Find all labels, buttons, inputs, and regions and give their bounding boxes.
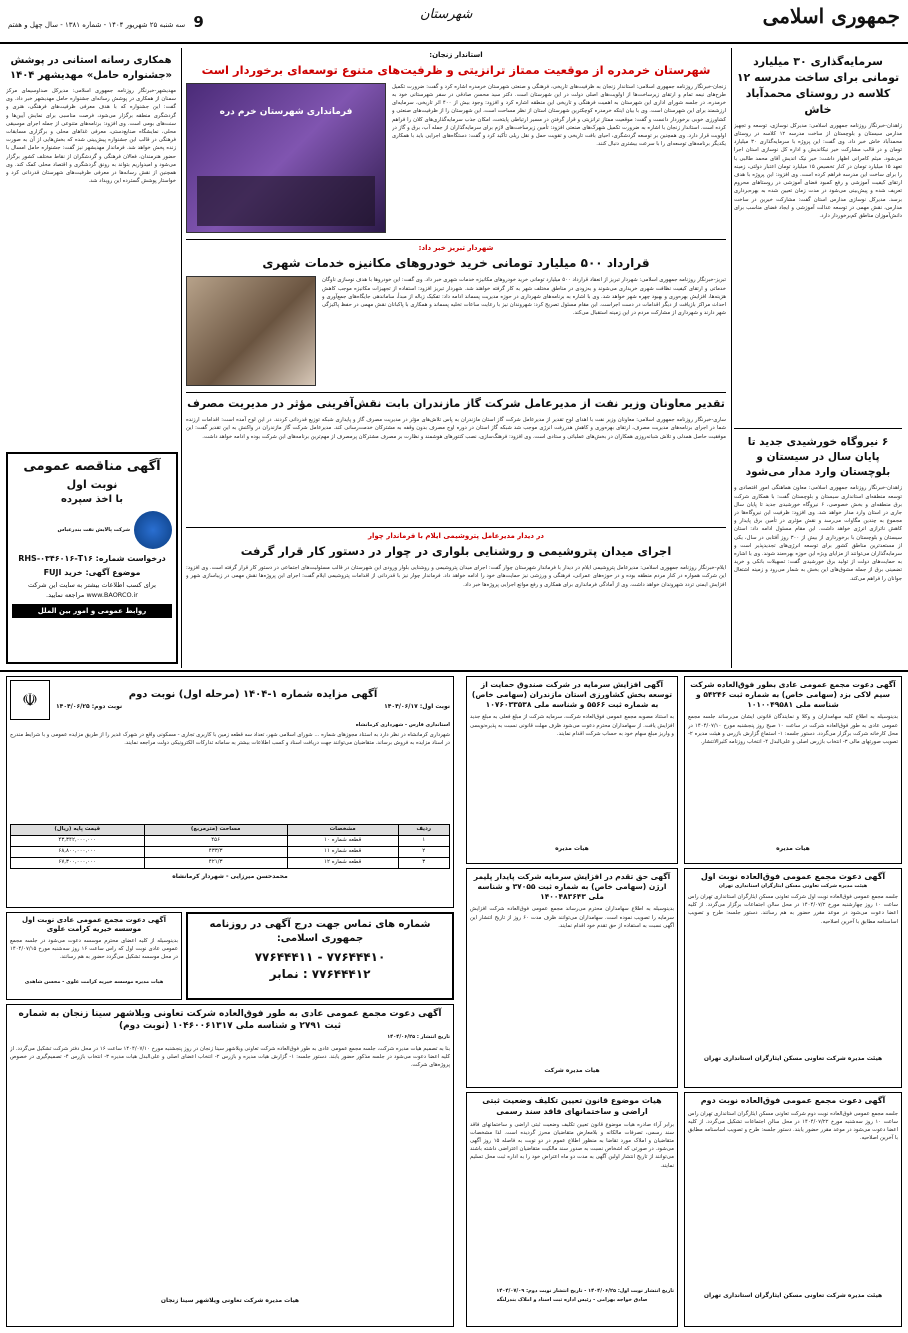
auction-table <box>10 824 450 869</box>
table-row <box>11 847 450 858</box>
story-body: ساری-خبرنگار روزنامه جمهوری اسلامی: معاونان وزیر نفت با اهدای لوح تقدیر از مدیرعامل شرکت گاز استان مازندران به پاس تلاش‌های مؤثر در مدیریت مصرف گاز و پایداری شبکه توزیع قدردانی کردند. در این لوح آمده است: اقدامات ارزنده شما در اجرای برنامه‌های مدیریت مصرف، ارتقای بهره‌وری و کاهش هدررفت انرژی موجب شد شبکه گاز استان در دوره اوج مصرف بدون وقفه به مشترکان خدمت‌رسانی کند. مدیرعامل شرکت گاز مازندران در واکنش به این تقدیر گفت: این موفقیت حاصل همدلی و تلاش شبانه‌روزی همکاران در بخش‌های عملیاتی و ستادی است. وی افزود: فرهنگ‌سازی، نصب کنتورهای هوشمند و نظارت بر مصرف مشترکان پرمصرف از مهم‌ترین برنامه‌های این شرکت بوده و ادامه خواهد داشت. <box>186 417 726 440</box>
table-cell: ۲ <box>398 847 450 858</box>
ad-title: آگهی مزایده شماره ۱-۱۴۰۴ (مرحله اول) نوبت دوم <box>128 688 378 700</box>
ad-housing-first <box>684 868 902 1088</box>
page-header <box>0 0 908 44</box>
table-cell: ۴۲۱/۳ <box>144 858 287 869</box>
ad-title: آگهی دعوت مجمع عمومی فوق‌العاده نوبت اول <box>700 872 886 881</box>
table-cell: قطعه شماره ۱۰ <box>287 836 398 847</box>
ad-contact <box>186 912 454 1000</box>
ad-footer: روابط عمومی و امور بین الملل <box>12 604 172 618</box>
story-body: زاهدان-خبرنگار روزنامه جمهوری اسلامی: معاون هماهنگی امور اقتصادی و توسعه منطقه‌ای استانداری سیستان و بلوچستان گفت: با همکاری شرکت برق منطقه‌ای و بخش خصوصی، ۶ نیروگاه خورشیدی جدید تا پایان سال جاری در استان وارد مدار خواهد شد. وی افزود: ظرفیت این نیروگاه‌ها در مجموع به چندین مگاوات می‌رسد و نقش مؤثری در تأمین برق پایدار و کاهش ناترازی انرژی خواهد داشت. این مقام مسئول ادامه داد: استان سیستان و بلوچستان با برخورداری از بیش از ۳۰۰ روز آفتابی در سال، یکی از مستعدترین مناطق کشور برای توسعه انرژی‌های تجدیدپذیر است و سرمایه‌گذاران می‌توانند از مزایای ویژه این حوزه بهره‌مند شوند. وی با اشاره به حمایت‌های دولت از تولید برق خورشیدی گفت: تسهیلات بانکی و خرید تضمینی برق از جمله مشوق‌های این بخش به شمار می‌رود و زمینه اشتغال جوانان را فراهم می‌کند. <box>734 485 902 582</box>
request-label: درخواست شماره: <box>95 554 166 564</box>
ad-body: بدینوسیله از کلیه اعضای محترم موسسه دعوت می‌شود در جلسه مجمع عمومی عادی نوبت اول که راس ساعت ۱۶ روز سه‌شنبه مورخ ۱۴۰۴/۰۷/۱۵ در محل موسسه تشکیل می‌گردد حضور به هم رسانند. <box>10 937 178 961</box>
ad-land-registry <box>466 1092 678 1327</box>
header-left <box>8 12 204 34</box>
story-headline: همکاری رسانه استانی در پوشش «جشنواره حامل» مهدیشهر ۱۴۰۴ <box>9 55 172 81</box>
table-header: مشخصات <box>287 825 398 836</box>
emblem-icon: ☫ <box>10 680 50 720</box>
table-cell: ۶۷,۳۰۰,۰۰۰,۰۰۰ <box>11 858 145 869</box>
news-photo <box>186 276 316 386</box>
ad-signature: هیات مدیره شرکت تعاونی ویلاشهر سینا زنجان <box>160 1296 300 1304</box>
ad-org: استانداری فارس - شهرداری کرمانشاه <box>355 722 450 728</box>
table-row <box>11 858 450 869</box>
table-cell: ۳ <box>398 858 450 869</box>
kicker: استاندار زنجان: <box>429 51 483 59</box>
news-photo <box>186 83 386 233</box>
divider <box>186 239 726 240</box>
kicker: شهردار تبریز خبر داد: <box>418 243 494 252</box>
ad-title: آگهی دعوت مجمع عمومی فوق‌العاده نوبت دوم <box>700 1096 886 1105</box>
request-number: RHS-۰۳۴۶۰۱۶-T۱۶ <box>18 554 93 564</box>
contact-fax: ۷۷۶۴۴۴۱۲ : نمابر <box>269 967 371 982</box>
contact-phones: ۷۷۶۴۴۴۱۰ - ۷۷۶۴۴۴۱۱ <box>254 950 386 964</box>
table-header: مساحت (مترمربع) <box>144 825 287 836</box>
ad-body: شهرداری کرمانشاه در نظر دارد به استناد مجوزهای شماره ... شورای اسلامی شهر، تعداد سه قطعه زمین با کاربری تجاری - مسکونی واقع در شهرک غدیر را از طریق مزایده عمومی و با شرایط مندرج در اسناد مزایده به فروش برساند. متقاضیان می‌توانند جهت دریافت اسناد و کسب اطلاعات بیشتر به سامانه تدارکات الکترونیکی دولت مراجعه نمایند. <box>10 732 450 747</box>
ad-body: به استناد مصوبه مجمع عمومی فوق‌العاده شرکت، سرمایه شرکت از مبلغ فعلی به مبلغ جدید افزایش یافت. از سهامداران محترم دعوت می‌شود ظرف مهلت قانونی نسبت به پذیره‌نویسی و واریز مبلغ سهام خود به حساب شرکت اقدام نمایند. <box>470 714 674 737</box>
table-cell: قطعه شماره ۱۱ <box>287 847 398 858</box>
main-headline: شهرستان خرمدره از موقعیت ممتاز ترانزیتی و ظرفیت‌های متنوع توسعه‌ای برخوردار است <box>201 63 711 78</box>
right-column <box>734 54 902 666</box>
ad-signature: هیات مدیره <box>776 845 810 853</box>
ad-housing-second <box>684 1092 902 1327</box>
table-header: قیمت پایه (ریال) <box>11 825 145 836</box>
main-headline: تقدیر معاونان وزیر نفت از مدیرعامل شرکت گاز مازندران بابت نقش‌آفرینی مؤثر در مدیریت مصرف <box>187 397 725 411</box>
company-logo-icon <box>134 511 172 549</box>
table-cell: قطعه شماره ۱۲ <box>287 858 398 869</box>
ad-title: شماره های تماس جهت درج آگهی در روزنامه جمهوری اسلامی: <box>209 919 431 944</box>
ad-signature: هیات مدیره موسسه خیریه کرامت علوی - محسن شاهدی <box>24 978 164 985</box>
ad-date: تاریخ انتشار : ۱۴۰۴/۰۶/۲۵ <box>387 1034 450 1041</box>
section-name: شهرستان <box>420 7 473 22</box>
photo-people <box>197 176 375 226</box>
ad-signature: هیات مدیره <box>555 845 589 853</box>
date-second: نوبت دوم: ۱۴۰۴/۰۶/۲۵ <box>56 703 123 711</box>
subject-label: موضوع آگهی: <box>85 567 141 577</box>
story-body: مهدیشهر-خبرنگار روزنامه جمهوری اسلامی: مدیرکل صداوسیمای مرکز سمنان از همکاری در پوشش رسانه‌ای جشنواره حامل مهدیشهر خبر داد. وی گفت: این جشنواره که با هدف معرفی ظرفیت‌های فرهنگی، هنری و گردشگری منطقه برگزار می‌شود، فرصت مناسبی برای نمایش آیین‌ها و سنت‌های بومی است. وی افزود: برنامه‌های متنوعی از جمله اجرای موسیقی محلی، نمایشگاه صنایع‌دستی، معرفی غذاهای محلی و برگزاری مسابقات فرهنگی در قالب این جشنواره پیش‌بینی شده که بخش‌هایی از آن به صورت زنده پخش خواهد شد. فرماندار مهدیشهر نیز گفت: جشنواره حامل امسال با حضور هنرمندان، فعالان فرهنگی و گردشگران از نقاط مختلف کشور برگزار می‌شود و امیدواریم بتواند به رونق گردشگری و اقتصاد محلی کمک کند. وی همچنین از نقش رسانه‌ها در معرفی ظرفیت‌های شهرستان قدردانی کرد و خواستار پوشش گسترده این رویداد شد. <box>6 88 176 185</box>
story-body: ایلام-خبرنگار روزنامه جمهوری اسلامی: مدیرعامل پتروشیمی ایلام در دیدار با فرماندار شهرستان چوار گفت: اجرای میدان پتروشیمی و روشنایی بلوار ورودی این شهرستان در قالب مسئولیت‌های اجتماعی در دستور کار قرار گرفته است. وی افزود: این شرکت همواره در کنار مردم منطقه بوده و در حوزه‌های عمرانی، فرهنگی و ورزشی نیز حمایت‌های خود را ادامه خواهد داد. فرماندار چوار نیز با قدردانی از اقدامات پتروشیمی ایلام گفت: اجرای این پروژه‌ها نقش مهمی در زیباسازی شهر و افزایش ایمنی تردد شهروندان خواهد داشت. وی از آمادگی فرمانداری برای همکاری و رفع موانع اجرایی پروژه‌ها خبر داد. <box>186 565 726 588</box>
ad-subtitle: با اخذ سپرده <box>60 493 124 505</box>
photo-caption: فرمانداری شهرستان خرم دره <box>219 106 353 117</box>
ad-body: بنا به تصمیم هیات مدیره شرکت، جلسه مجمع عمومی عادی به طور فوق‌العاده شرکت تعاونی ویلاشهر سینا زنجان در روز پنجشنبه مورخ ۱۴۰۴/۰۷/۱۰ ساعت ۱۶ در محل دفتر شرکت تشکیل می‌گردد. از کلیه اعضا دعوت می‌شود در جلسه مذکور حضور یابند. دستور جلسه: ۱- گزارش هیات مدیره و بازرس ۲- انتخاب اعضای اصلی و علی‌البدل هیات مدیره ۳- انتخاب بازرس ۴- تصمیم‌گیری در خصوص پروژه‌های شرکت. <box>10 1045 450 1068</box>
ad-title: آگهی افزایش سرمایه در شرکت صندوق حمایت از توسعه بخش کشاورزی استان مازندران (سهامی خاص) به شماره ثبت ۵۵۶۶ و شناسه ملی ۱۰۷۶۰۳۳۵۳۸ <box>471 680 673 710</box>
ad-round: نوبت اول <box>66 477 118 491</box>
ad-capital-increase <box>466 676 678 864</box>
ad-tender <box>6 452 178 664</box>
ad-title: آگهی حق تقدم در افزایش سرمایه شرکت پایدار پلیمر ارژن (سهامی خاص) به شماره ثبت ۳۷۰۵۵ و شناسه ملی ۱۴۰۰۴۸۳۶۴۳ <box>473 872 671 902</box>
story-headline: ۶ نیروگاه خورشیدی جدید تا پایان سال در سیستان و بلوچستان وارد مدار می‌شود <box>745 435 891 479</box>
kicker: در دیدار مدیرعامل پتروشیمی ایلام با فرماندار چوار <box>367 532 545 541</box>
ad-auction <box>6 676 454 908</box>
ad-body: برابر آراء صادره هیات موضوع قانون تعیین تکلیف وضعیت ثبتی اراضی و ساختمانهای فاقد سند رسمی، تصرفات مالکانه و بلامعارض متقاضیان محرز گردیده است. لذا مشخصات متقاضیان و املاک مورد تقاضا به منظور اطلاع عموم در دو نوبت به فاصله ۱۵ روز آگهی می‌شود. در صورتی که اشخاص نسبت به صدور سند مالکیت متقاضیان اعتراضی داشته باشند می‌توانند از تاریخ انتشار اولین آگهی به مدت دو ماه اعتراض خود را به اداره ثبت محل تسلیم نمایند. <box>470 1121 674 1169</box>
ad-charity <box>6 912 182 1000</box>
page-number: 9 <box>193 13 204 31</box>
ad-title: هیات موضوع قانون تعیین تکلیف وضعیت ثبتی اراضی و ساختمانهای فاقد سند رسمی <box>482 1096 662 1116</box>
ad-assembly-yazd <box>684 676 902 864</box>
ad-title: آگهی دعوت مجمع عمومی عادی نوبت اول موسسه خیریه کرامت علوی <box>21 916 167 934</box>
ad-body: جلسه مجمع عمومی فوق‌العاده نوبت دوم شرکت تعاونی مسکن ایثارگران استانداری تهران راس ساعت ۱۰ روز سه‌شنبه مورخ ۱۴۰۴/۰۷/۲۲ در محل سالن اجتماعات تشکیل می‌گردد. از کلیه اعضا دعوت می‌شود در موعد مقرر حضور یابند. دستور جلسه: طرح و تصویب اساسنامه مطابق با آخرین اصلاحیه. <box>688 1110 898 1142</box>
ad-title: آگهی دعوت مجمع عمومی عادی بطور فوق‌العاده شرکت سیم لاکی بزد (سهامی خاص) به شماره ثبت ۵۴۲۴۶ و شناسه ملی ۱۰۱۰۰۴۹۵۸۱ <box>690 680 896 710</box>
table-cell: ۴۳۳/۳ <box>144 847 287 858</box>
subject: خرید FUJI <box>43 567 83 577</box>
table-cell: ۴۵۶ <box>144 836 287 847</box>
ad-title: آگهی مناقصه عمومی <box>23 459 161 474</box>
ad-body: بدینوسیله به اطلاع سهامداران محترم می‌رساند مجمع عمومی فوق‌العاده شرکت افزایش سرمایه را تصویب نموده است. سهامداران می‌توانند ظرف مدت ۶۰ روز از تاریخ انتشار این آگهی نسبت به استفاده از حق تقدم خود اقدام نمایند. <box>470 906 674 929</box>
column-divider <box>731 48 732 668</box>
story-headline: سرمایه‌گذاری ۳۰ میلیارد تومانی برای ساخت مدرسه ۱۲ کلاسه در روستای محمدآباد خاش <box>736 55 900 116</box>
date-first: نوبت اول: ۱۴۰۴/۰۶/۱۷ <box>384 703 450 711</box>
divider <box>734 428 902 429</box>
ad-signature: صادق خواجه بهرامی - رئیس اداره ثبت اسناد و املاک بندرلنگه <box>496 1296 648 1303</box>
date-line: سه شنبه ۲۵ شهریور ۱۴۰۴ - شماره ۱۳۸۱ - سال چهل و هفتم <box>8 21 186 29</box>
ad-subtitle: هیئت مدیره شرکت تعاونی مسکن ایثارگران استانداری تهران <box>718 882 868 889</box>
table-cell: ۶۸,۸۰۰,۰۰۰,۰۰۰ <box>11 847 145 858</box>
ad-dates: تاریخ انتشار نوبت اول: ۱۴۰۴/۰۶/۲۵ - تاریخ انتشار نوبت دوم: ۱۴۰۴/۰۷/۰۹ <box>496 1287 674 1294</box>
table-row <box>11 836 450 847</box>
ad-priority-rights <box>466 868 678 1088</box>
ad-info: برای کسب اطلاعات بیشتر به سایت این شرکت www.BAORCO.ir مراجعه نمایید. <box>28 581 156 599</box>
ad-signature: هیئت مدیره شرکت تعاونی مسکن ایثارگران استانداری تهران <box>703 1055 883 1063</box>
table-cell: ۴۳,۳۴۲,۰۰۰,۰۰۰ <box>11 836 145 847</box>
divider <box>186 392 726 393</box>
story-body: تبریز-خبرنگار روزنامه جمهوری اسلامی: شهردار تبریز از انعقاد قرارداد ۵۰۰ میلیارد تومانی خرید خودروهای مکانیزه خدمات شهری خبر داد. وی گفت: این خودروها با هدف نوسازی ناوگان خدماتی و ارتقای کیفیت نظافت شهری خریداری می‌شوند و به‌زودی در مناطق مختلف شهر به کار گرفته خواهند شد. شهردار تبریز افزود: استفاده از تجهیزات مکانیزه موجب کاهش هزینه‌ها، افزایش بهره‌وری و بهبود چهره شهر خواهد شد. وی با اشاره به برنامه‌های شهرداری در حوزه مدیریت پسماند ادامه داد: تفکیک زباله از مبدأ، ساماندهی جایگاه‌های جمع‌آوری و احداث مراکز بازیافت از دیگر اقدامات در دست اجراست. این مقام مسئول تصریح کرد: شهروندان نیز با رعایت ساعات تخلیه پسماند و همکاری با پاکبانان نقش مهمی در حفظ پاکیزگی شهر دارند و شهرداری از مشارکت مردم در این زمینه استقبال می‌کند. <box>322 277 726 317</box>
ad-zanjan <box>6 1004 454 1327</box>
main-headline: اجرای میدان پتروشیمی و روشنایی بلواری در چوار در دستور کار قرار گرفت <box>240 544 672 559</box>
ad-signature: هیات مدیره شرکت <box>544 1067 600 1075</box>
paper-logo: جمهوری اسلامی <box>762 4 900 28</box>
main-column <box>186 50 726 666</box>
story-body: زنجان-خبرنگار روزنامه جمهوری اسلامی: استاندار زنجان به ظرفیت‌های تاریخی، فرهنگی و صنعتی شهرستان خرمدره اشاره کرد و گفت: ضرورت تکمیل طرح‌های نیمه تمام و ارتقای زیرساخت‌ها از اولویت‌های اصلی دولت در این شهرستان است. دکتر سید محسن صادقی در سفر شهرستانی خود به خرمدره، در جلسه شورای اداری این شهرستان به اهمیت فرهنگی و تاریخی این منطقه اشاره کرد و افزود: وجود بیش از ۴۰۰ اثر تاریخی، سرمایه‌ای ارزشمند برای این شهرستان است. وی با بیان اینکه خرمدره کوچکترین شهرستان استان از نظر مساحت است، این شهرستان را از ظرفیت‌های صنعتی و کشاورزی خوبی برخوردار دانست و گفت: موقعیت ممتاز ترانزیتی و قرار گرفتن در مسیر ارتباطی پایتخت، امکان جذب سرمایه‌گذاری‌های کلان را فراهم کرده است. استاندار زنجان با اشاره به ضرورت تکمیل شهرک‌های صنعتی افزود: تأمین زیرساخت‌های لازم برای سرمایه‌گذاران از جمله آب، برق و گاز در اولویت قرار دارد. وی همچنین بر توسعه گردشگری، احیای بافت تاریخی و تقویت حمل و نقل ریلی تأکید کرد و گفت: دستگاه‌های اجرایی باید با همکاری یکدیگر برنامه‌های توسعه‌ای را با سرعت بیشتری دنبال کنند. <box>392 83 726 148</box>
story-body: زاهدان-خبرنگار روزنامه جمهوری اسلامی: مدیرکل نوسازی، توسعه و تجهیز مدارس سیستان و بلوچستان از ساخت مدرسه ۱۲ کلاسه در روستای محمدآباد خاش خبر داد. وی گفت: این پروژه با سرمایه‌گذاری ۳۰ میلیارد تومان و در قالب مشارکت خیر نیکاندیش و اداره کل نوسازی استان اجرا می‌شود. میثم کامرانی اظهار داشت: خیر نیک اندیش آقای محمد طالبی با تعهد ۱۵ میلیارد تومان در کنار تخصیص ۱۵ میلیارد تومان اعتبار دولتی، زمینه را برای ساخت این مدرسه فراهم کرده است. وی افزود: این پروژه با هدف ارتقای کیفیت آموزشی و رفع کمبود فضای آموزشی در روستاهای محروم تعریف شده و پیش‌بینی می‌شود در مدت زمان تعیین شده به بهره‌برداری برسد. مدیرکل نوسازی مدارس استان گفت: مشارکت خیرین در ساخت مدارس، نقش مهمی در توسعه عدالت آموزشی و ایجاد فضای مناسب برای دانش‌آموزان مناطق کم‌برخوردار دارد. <box>734 122 902 219</box>
ad-body: بدینوسیله به اطلاع کلیه سهامداران و وکلا و نمایندگان قانونی ایشان می‌رساند جلسه مجمع عمومی عادی به طور فوق‌العاده شرکت در ساعت ۱۰ صبح روز پنجشنبه مورخ ۱۴۰۴/۰۷/۱۰ در محل کارخانه شرکت برگزار می‌گردد. دستور جلسه: ۱- استماع گزارش بازرس و هیئت مدیره ۲- تصویب صورتهای مالی ۳- انتخاب بازرس اصلی و علی‌البدل ۴- انتخاب روزنامه کثیرالانتشار. <box>688 714 898 745</box>
ad-signature: محمدحسن میرزایی - شهردار کرمانشاه <box>172 873 288 881</box>
table-header: ردیف <box>398 825 450 836</box>
table-cell: ۱ <box>398 836 450 847</box>
divider <box>186 527 726 528</box>
ad-body: جلسه مجمع عمومی فوق‌العاده نوبت اول شرکت تعاونی مسکن ایثارگران استانداری تهران راس ساعت ۱۰ روز چهارشنبه مورخ ۱۴۰۴/۰۷/۲ در محل سالن اجتماعات برگزار می‌گردد. از کلیه اعضا دعوت می‌شود در موعد مقرر حضور به هم رسانند. دستور جلسه: طرح و تصویب اساسنامه مطابق با آخرین اصلاحیه. <box>688 894 898 925</box>
ad-signature: هیئت مدیره شرکت تعاونی مسکن ایثارگران استانداری تهران <box>703 1291 883 1299</box>
company-name: شرکت پالایش نفت بندرعباس <box>57 526 130 533</box>
main-headline: قرارداد ۵۰۰ میلیارد تومانی خرید خودروهای مکانیزه خدمات شهری <box>262 255 650 270</box>
ad-title: آگهی دعوت مجمع عمومی عادی به طور فوق‌العاده شرکت تعاونی ویلاشهر سینا زنجان به شماره ثبت ۲۷۹۱ و شناسه ملی ۱۰۴۶۰۰۶۱۳۱۷ (نوبت دوم) <box>18 1009 442 1032</box>
column-divider <box>181 48 182 668</box>
